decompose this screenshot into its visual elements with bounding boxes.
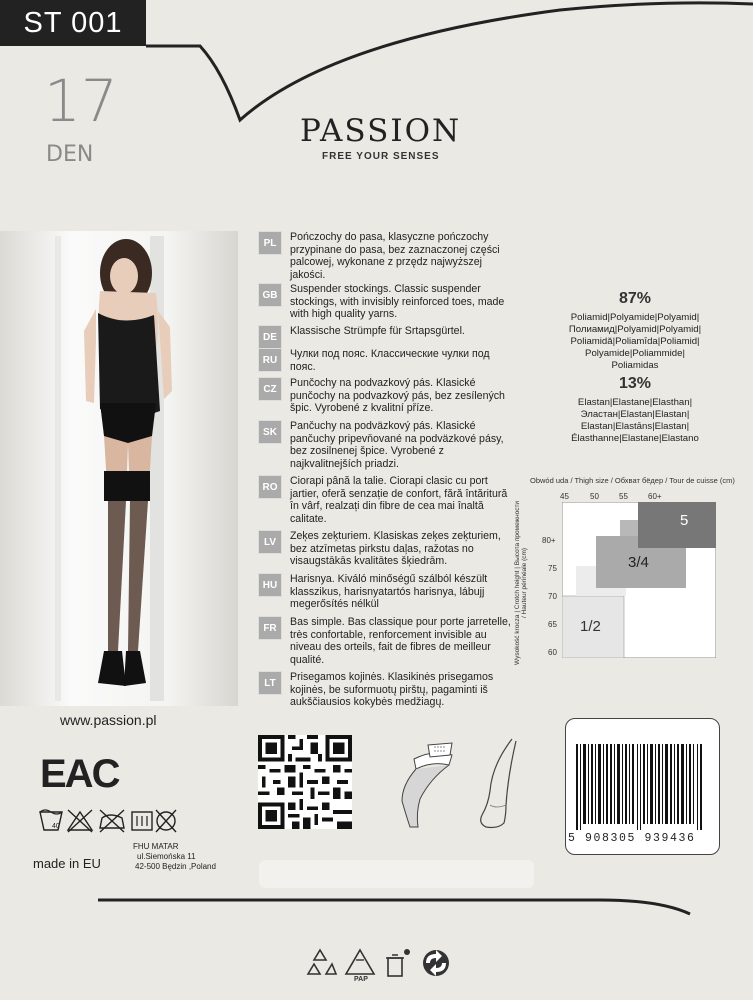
composition-line: Poliamid|Polyamide|Polyamid| (570, 312, 700, 323)
lang-code: DE (258, 325, 282, 349)
composition-percent: 87% (618, 290, 652, 307)
x-tick: 60+ (648, 492, 662, 501)
footer-swoosh (0, 890, 753, 920)
pap-recycle-icon (346, 950, 374, 974)
composition-line: Полиамид|Polyamid|Polyamid| (568, 324, 702, 335)
product-photo (0, 231, 238, 706)
website-url[interactable]: www.passion.pl (60, 712, 157, 728)
composition-line: Elastan|Elastāns|Elastan| (580, 421, 690, 432)
lang-text: Klassische Strümpfe für Srtapsgürtel. (290, 325, 465, 337)
description-hu (258, 573, 520, 611)
product-code: ST 001 (0, 0, 146, 46)
maker-line: 42-500 Będzin ,Poland (135, 862, 216, 871)
green-dot-icon (423, 950, 449, 976)
composition-line: Poliamidă|Poliamīda|Poliamid| (570, 336, 700, 347)
eac-mark: EAC (40, 752, 119, 796)
care-symbols (38, 806, 178, 836)
x-tick: 55 (619, 492, 628, 501)
composition-line: Эластан|Elastan|Elastan| (580, 409, 690, 420)
wash-temperature: 40 (52, 823, 60, 830)
size-label: 3/4 (628, 554, 649, 571)
stocking-foot-icon (472, 735, 532, 835)
x-tick: 50 (590, 492, 599, 501)
model-figure (0, 231, 238, 706)
lang-text: Pończochy do pasa, klasyczne pończochy przypinane do pasa, bez zaznaczonej części palcowej, wykonane z przędz najwyższej jakości. (290, 231, 500, 281)
x-tick: 45 (560, 492, 569, 501)
lang-code: FR (258, 616, 282, 640)
description-ro (258, 475, 520, 525)
lang-text: Harisnya. Kiváló minőségű szálból készült klasszikus, harisnyatartós harisnya, lábujj megerősítés nélkül (290, 573, 488, 611)
recycle-icon (308, 950, 336, 974)
lang-text: Pančuchy na podväzkový pás. Klasické pančuchy pripevňované na podväzkové pásy, bez zosilnenej špice. Vyrobené z najkvalitnejších priadzi. (290, 420, 504, 470)
size-label: 5 (680, 512, 689, 529)
description-pl (258, 231, 520, 281)
made-in: made in EU (33, 856, 101, 871)
brand-logo: PASSION (300, 113, 462, 149)
size-chart-y-label: Wysokość krocza | Crotch height | Высота промежности / Hauteur périnéale (cm) (514, 500, 528, 665)
composition-names (540, 312, 730, 372)
description-de (258, 325, 520, 349)
pap-label: PAP (354, 976, 368, 983)
lang-code: CZ (258, 377, 282, 401)
lang-code: SK (258, 420, 282, 444)
description-fr (258, 616, 520, 666)
blank-label-area (259, 860, 534, 888)
den-unit: DEN (46, 142, 94, 167)
composition-line: Elastan|Elastane|Elasthan| (577, 397, 693, 408)
lang-code: PL (258, 231, 282, 255)
lang-text: Чулки под пояс. Классические чулки под пояс. (290, 348, 490, 373)
size-label: 1/2 (580, 618, 601, 635)
lang-text: Suspender stockings. Classic suspender stockings, with invisibly reinforced toes, made with high quality yarns. (290, 283, 505, 321)
description-sk (258, 420, 520, 470)
lang-code: LV (258, 530, 282, 554)
barcode-number: 5 908305 939436 (568, 832, 696, 845)
y-tick: 65 (548, 620, 557, 629)
composition-elastane (540, 375, 730, 445)
barcode (576, 744, 706, 830)
lang-text: Punčochy na podvazkový pás. Klasické punčochy na podvazkový pás, bez zesílených špic. Vyrobené z kvalitní příze. (290, 377, 505, 415)
description-lt (258, 671, 520, 709)
size-chart-header: Obwód uda / Thigh size / Обхват бёдер / Tour de cuisse (cm) (530, 476, 735, 485)
lang-text: Prisegamos kojinės. Klasikinės prisegamos kojinės, be suformuotų pirštų, pagaminti iš aukščiausios kokybės medžiagų. (290, 671, 494, 709)
lang-text: Ciorapi până la talie. Ciorapi clasic cu port jartier, oferă senzație de confort, fără întăritură în vârf, realzați din fibre de cea mai înaltă calitate. (290, 475, 508, 525)
description-ru (258, 348, 520, 373)
lang-text: Bas simple. Bas classique pour porte jarretelle, très confortable, renforcement invisible au niveau des orteils, fait de fibres de meilleur qualité. (290, 616, 511, 666)
trash-bin-icon (386, 949, 410, 976)
description-gb (258, 283, 520, 321)
maker-line: ul.Siemońska 11 (137, 852, 196, 861)
lang-code: GB (258, 283, 282, 307)
composition-line: Polyamide|Poliammide| (585, 348, 685, 359)
composition-polyamide (540, 290, 730, 372)
y-tick: 60 (548, 648, 557, 657)
lang-text: Zeķes zeķturiem. Klasiskas zeķes zeķturiem, bez atzīmetas pirkstu daļas, ražotas no visaugstākās kvalitātes šķiedrām. (290, 530, 501, 568)
y-tick: 75 (548, 564, 557, 573)
qr-code[interactable] (258, 735, 352, 829)
recycling-symbols (302, 946, 452, 982)
den-value: 17 (44, 67, 118, 135)
brand-tagline: FREE YOUR SENSES (322, 151, 440, 162)
description-lv (258, 530, 520, 568)
composition-names (540, 397, 730, 445)
stocking-leg-icon (394, 735, 468, 835)
lang-code: RO (258, 475, 282, 499)
lang-code: HU (258, 573, 282, 597)
y-tick: 80+ (542, 536, 556, 545)
composition-percent: 13% (618, 375, 652, 392)
description-cz (258, 377, 520, 415)
y-tick: 70 (548, 592, 557, 601)
composition-line: Poliamidas (611, 360, 659, 371)
lang-code: RU (258, 348, 282, 372)
manufacturer-address (133, 842, 216, 872)
maker-line: FHU MATAR (133, 842, 179, 851)
lang-code: LT (258, 671, 282, 695)
composition-line: Élasthanne|Elastane|Elastano (571, 433, 699, 444)
